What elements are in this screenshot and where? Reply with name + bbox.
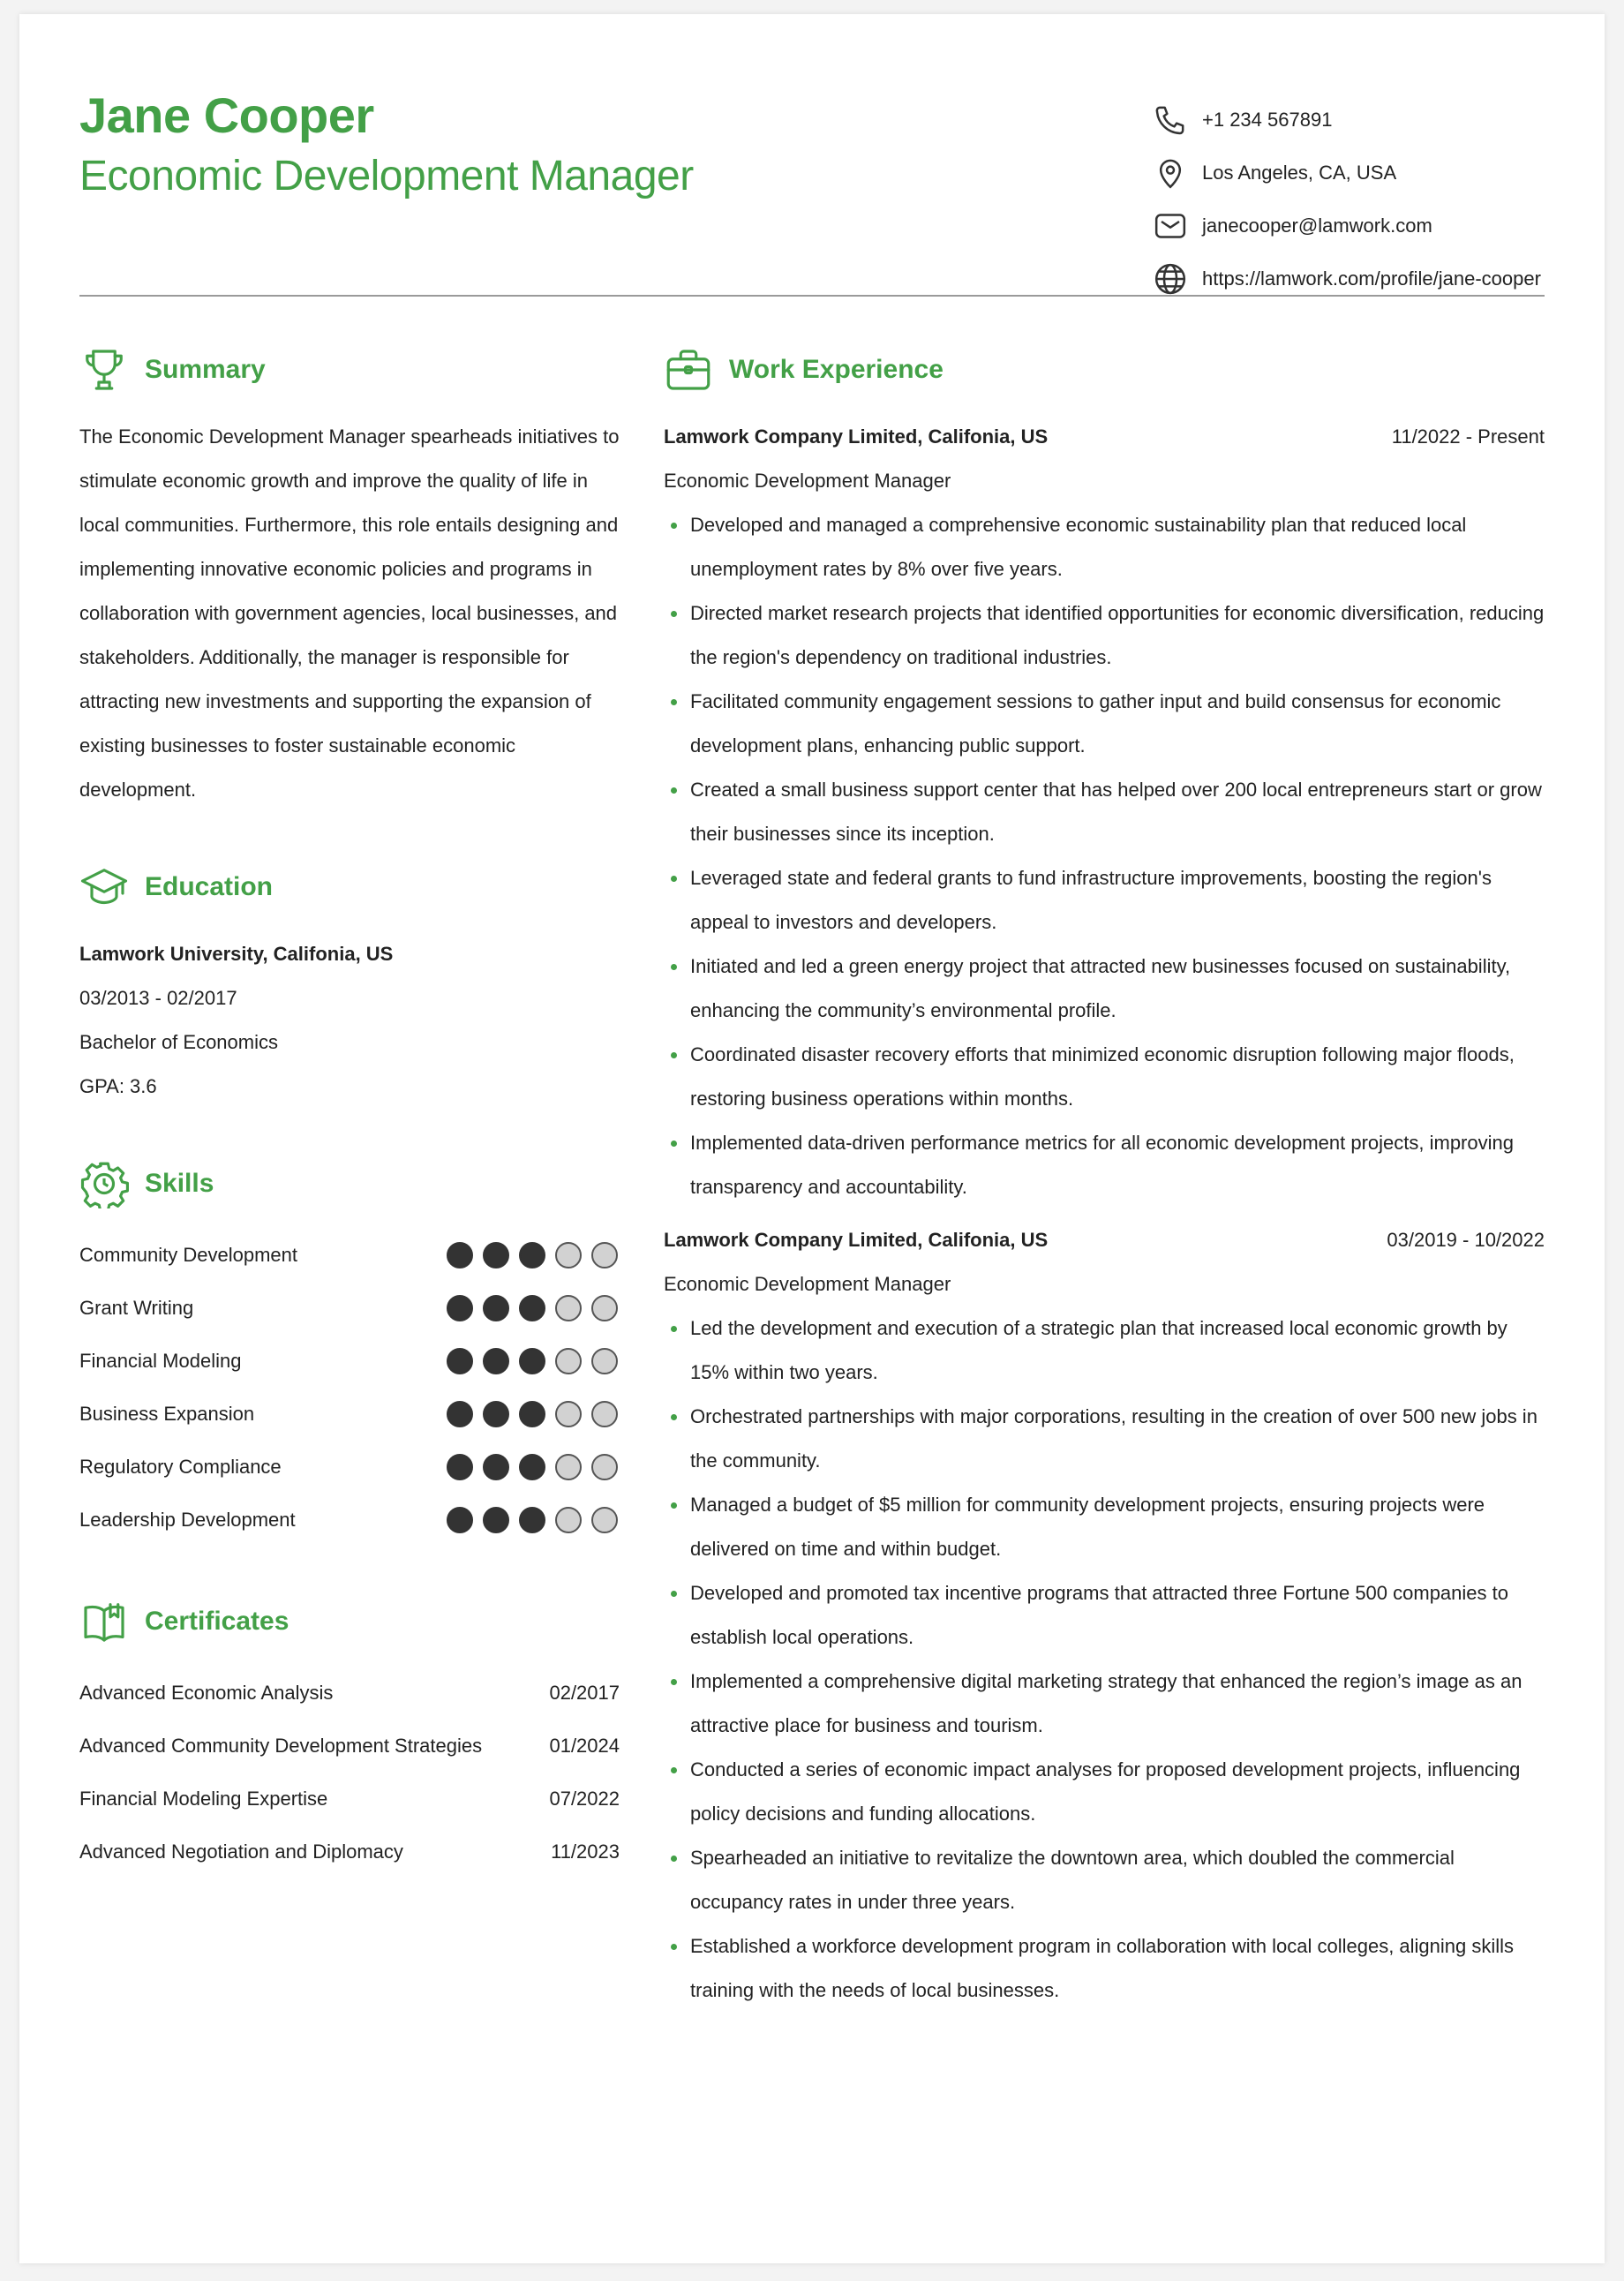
trophy-icon [79,345,129,395]
certificate-date: 11/2023 [551,1841,620,1863]
job-dates: 03/2019 - 10/2022 [1387,1229,1545,1251]
skills-heading: Skills [145,1169,214,1198]
candidate-name: Jane Cooper [79,87,374,143]
rating-dot-filled [519,1507,545,1533]
candidate-title: Economic Development Manager [79,153,694,199]
job-bullet: Developed and promoted tax incentive programs that attracted three Fortune 500 companies to establish local operations. [664,1571,1545,1660]
skill-name: Community Development [79,1244,297,1266]
job-entry [664,1218,1545,2013]
resume-page [19,14,1605,2263]
globe-icon [1153,261,1188,297]
certificate-date: 07/2022 [549,1788,620,1810]
job-bullet: Coordinated disaster recovery efforts that minimized economic disruption following major floods, restoring business operations within months. [664,1033,1545,1121]
briefcase-icon [664,345,713,395]
education-dates: 03/2013 - 02/2017 [79,987,237,1009]
skill-name: Leadership Development [79,1509,296,1531]
skill-row [79,1229,620,1282]
rating-dot-filled [519,1401,545,1427]
certificate-name: Advanced Negotiation and Diplomacy [79,1841,403,1863]
rating-dot-filled [447,1401,473,1427]
education-degree: Bachelor of Economics [79,1031,278,1053]
job-bullet: Conducted a series of economic impact analyses for proposed development projects, influencing policy decisions and funding allocations. [664,1748,1545,1836]
job-bullet: Leveraged state and federal grants to fund infrastructure improvements, boosting the region's appeal to investors and developers. [664,856,1545,945]
job-bullet: Implemented a comprehensive digital marketing strategy that enhanced the region’s image as an attractive place for business and tourism. [664,1660,1545,1748]
rating-dot-filled [519,1348,545,1374]
rating-dot-filled [483,1295,509,1321]
certificate-name: Advanced Economic Analysis [79,1682,334,1704]
rating-dot-filled [447,1242,473,1268]
header-divider [79,295,1545,297]
summary-header [79,341,620,399]
left-column [79,341,620,1878]
certificate-date: 01/2024 [549,1735,620,1757]
education-gpa: GPA: 3.6 [79,1075,157,1097]
summary-section [79,341,620,812]
gear-icon [79,1159,129,1208]
experience-header [664,341,1545,399]
rating-dot-filled [447,1454,473,1480]
rating-dot-filled [483,1242,509,1268]
rating-dot-empty [555,1454,582,1480]
skill-row [79,1388,620,1441]
contact-list [1153,94,1559,305]
contact-phone [1153,94,1559,147]
education-school: Lamwork University, Califonia, US [79,943,394,965]
contact-website-text: https://lamwork.com/profile/jane-cooper [1202,267,1541,290]
skill-row [79,1494,620,1547]
skill-name: Regulatory Compliance [79,1456,282,1478]
rating-dot-empty [555,1401,582,1427]
skill-rating [447,1295,618,1321]
skill-row [79,1282,620,1335]
education-heading: Education [145,872,274,901]
location-pin-icon [1153,155,1188,191]
certificate-name: Advanced Community Development Strategies [79,1735,483,1757]
rating-dot-filled [447,1507,473,1533]
experience-heading: Work Experience [729,355,944,384]
certificates-heading: Certificates [145,1607,289,1636]
job-bullet: Facilitated community engagement sessions to gather input and build consensus for economic development plans, enhancing public support. [664,680,1545,768]
job-company: Lamwork Company Limited, Califonia, US [664,1229,1049,1251]
skill-rating [447,1242,618,1268]
skills-list [79,1229,620,1547]
rating-dot-empty [555,1295,582,1321]
rating-dot-empty [591,1348,618,1374]
contact-website [1153,252,1559,305]
job-bullet: Created a small business support center that has helped over 200 local entrepreneurs start or grow their businesses since its inception. [664,768,1545,856]
graduation-cap-icon [79,862,129,912]
rating-dot-empty [591,1507,618,1533]
rating-dot-filled [483,1454,509,1480]
skills-section [79,1155,620,1547]
job-header [664,1218,1545,1262]
certificate-name: Financial Modeling Expertise [79,1788,328,1810]
book-icon [79,1597,129,1646]
skill-rating [447,1507,618,1533]
rating-dot-empty [555,1348,582,1374]
rating-dot-empty [555,1507,582,1533]
job-bullets [664,1306,1545,2013]
rating-dot-empty [591,1401,618,1427]
job-role: Economic Development Manager [664,1273,951,1295]
job-bullet: Developed and managed a comprehensive economic sustainability plan that reduced local unemployment rates by 8% over five years. [664,503,1545,591]
rating-dot-filled [519,1295,545,1321]
contact-email-text: janecooper@lamwork.com [1202,215,1432,237]
rating-dot-filled [519,1454,545,1480]
job-header [664,415,1545,459]
rating-dot-filled [483,1348,509,1374]
rating-dot-filled [519,1242,545,1268]
mail-icon [1153,208,1188,244]
contact-location-text: Los Angeles, CA, USA [1202,162,1397,184]
certificates-header [79,1592,620,1651]
rating-dot-filled [447,1295,473,1321]
job-bullet: Led the development and execution of a strategic plan that increased local economic growth by 15% within two years. [664,1306,1545,1395]
skill-name: Financial Modeling [79,1350,242,1372]
job-bullet: Directed market research projects that identified opportunities for economic diversification, reducing the region's dependency on traditional industries. [664,591,1545,680]
summary-text: The Economic Development Manager spearheads initiatives to stimulate economic growth and improve the quality of life in local communities. Furthermore, this role entails designing and implementing innovative economic policies and programs in collaboration with government agencies, local businesses, and stakeholders. Additionally, the manager is responsible for attracting new investments and supporting the expansion of existing businesses to foster sustainable economic development. [79,425,620,801]
job-bullets [664,503,1545,1209]
right-column [664,341,1545,2013]
job-bullet: Implemented data-driven performance metrics for all economic development projects, improving transparency and accountability. [664,1121,1545,1209]
certificate-date: 02/2017 [549,1682,620,1704]
education-section [79,858,620,1109]
skill-row [79,1335,620,1388]
skills-header [79,1155,620,1213]
rating-dot-empty [555,1242,582,1268]
skill-row [79,1441,620,1494]
education-header [79,858,620,916]
skill-rating [447,1454,618,1480]
skill-rating [447,1348,618,1374]
contact-phone-text: +1 234 567891 [1202,109,1333,131]
summary-heading: Summary [145,355,266,384]
experience-section [664,341,1545,2013]
job-dates: 11/2022 - Present [1391,425,1545,448]
job-bullet: Orchestrated partnerships with major corporations, resulting in the creation of over 500 new jobs in the community. [664,1395,1545,1483]
rating-dot-empty [591,1242,618,1268]
certificate-row [79,1720,620,1773]
job-bullet: Initiated and led a green energy project that attracted new businesses focused on sustainability, enhancing the community’s environmental profile. [664,945,1545,1033]
job-entry [664,415,1545,1209]
rating-dot-empty [591,1295,618,1321]
rating-dot-filled [483,1507,509,1533]
skill-name: Business Expansion [79,1403,255,1425]
rating-dot-empty [591,1454,618,1480]
phone-icon [1153,102,1188,138]
certificate-row [79,1826,620,1878]
job-bullet: Spearheaded an initiative to revitalize the downtown area, which doubled the commercial occupancy rates in under three years. [664,1836,1545,1924]
contact-email [1153,199,1559,252]
skill-name: Grant Writing [79,1297,194,1319]
rating-dot-filled [483,1401,509,1427]
contact-location [1153,147,1559,199]
job-bullet: Managed a budget of $5 million for community development projects, ensuring projects were delivered on time and within budget. [664,1483,1545,1571]
certificates-section [79,1592,620,1878]
certificate-row [79,1773,620,1826]
job-company: Lamwork Company Limited, Califonia, US [664,425,1049,448]
rating-dot-filled [447,1348,473,1374]
certificate-row [79,1667,620,1720]
skill-rating [447,1401,618,1427]
job-bullet: Established a workforce development program in collaboration with local colleges, aligning skills training with the needs of local businesses. [664,1924,1545,2013]
job-role: Economic Development Manager [664,470,951,492]
